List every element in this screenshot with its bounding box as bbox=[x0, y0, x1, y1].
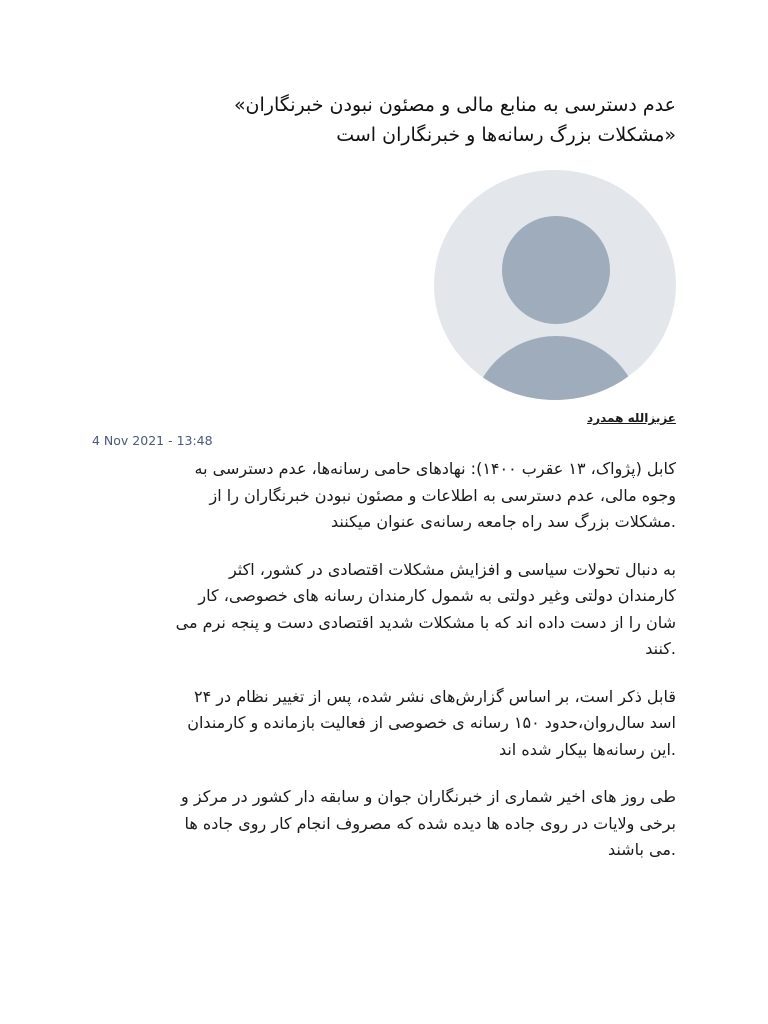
paragraph-line: شان را از دست داده اند که با مشکلات شدید اقتصادی دست و پنجه نرم می bbox=[175, 612, 676, 632]
paragraph-line: کابل (پژواک، ۱۳ عقرب ۱۴۰۰): نهادهای حامی رسانه‌ها، عدم دسترسی به bbox=[194, 459, 676, 478]
avatar-head bbox=[502, 216, 610, 324]
paragraph-line: .مشکلات بزرگ سد راه جامعه رسانه‌ی عنوان میکنند bbox=[331, 512, 676, 531]
user-silhouette-icon bbox=[434, 170, 676, 400]
paragraph-line: .این رسانه‌ها بیکار شده اند bbox=[498, 739, 676, 759]
article-paragraph bbox=[92, 784, 676, 864]
paragraph-line: وجوه مالی، عدم دسترسی به اطلاعات و مصئون نبودن خبرنگاران را از bbox=[209, 485, 676, 505]
article-paragraph bbox=[92, 557, 676, 663]
paragraph-line: .کنند bbox=[645, 639, 676, 658]
article-paragraph bbox=[92, 684, 676, 764]
article-title-line: عدم دسترسی به منابع مالی و مصئون نبودن خبرنگاران» bbox=[233, 94, 676, 116]
paragraph-line: کارمندان دولتی وغیر دولتی به شمول کارمندان رسانه های خصوصی، کار bbox=[198, 586, 676, 605]
paragraph-line: به دنبال تحولات سیاسی و افزایش مشکلات اقتصادی در کشور، اکثر bbox=[228, 559, 676, 579]
paragraph-line: طی روز های اخیر شماری از خبرنگاران جوان و سابقه دار کشور در مرکز و bbox=[181, 787, 676, 806]
paragraph-line: .می باشند bbox=[607, 840, 676, 859]
article-title bbox=[92, 90, 676, 150]
paragraph-line: قابل ذکر است، بر اساس گزارش‌های نشر شده، پس از تغییر نظام در ۲۴ bbox=[193, 686, 676, 706]
paragraph-line: برخی ولایات در روی جاده ها دیده شده که مصروف انجام کار روی جاده ها bbox=[184, 813, 676, 833]
paragraph-line: اسد سال‌روان،حدود ۱۵۰ رسانه ی خصوصی از فعالیت بازمانده و کارمندان bbox=[187, 713, 676, 732]
author-avatar-container bbox=[92, 170, 676, 400]
article-paragraph bbox=[92, 456, 676, 536]
article-title-line: «مشکلات بزرگ رسانه‌ها و خبرنگاران است bbox=[336, 124, 676, 146]
article bbox=[92, 90, 676, 864]
author-link[interactable]: عزیزالله همدرد bbox=[587, 411, 676, 425]
avatar-shoulders bbox=[471, 336, 641, 400]
publish-date: 4 Nov 2021 - 13:48 bbox=[92, 433, 213, 448]
